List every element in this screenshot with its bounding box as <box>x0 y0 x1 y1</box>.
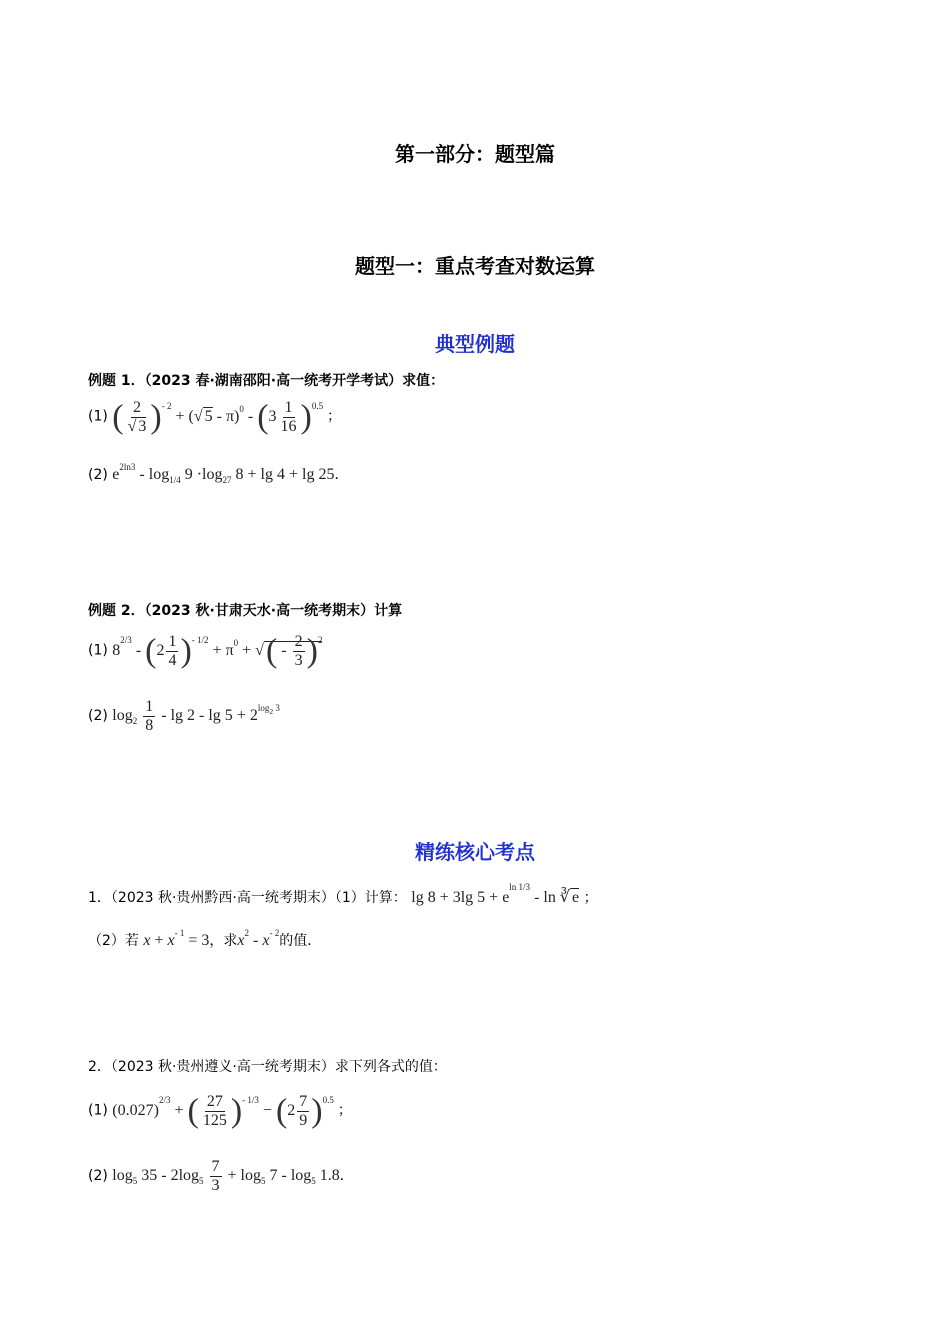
example1-part2: (2) $e^{2ln3} - \log_{1/4} 9 \cdot\log_{27}$ 8 + lg 4 + lg 25． <box>88 462 349 485</box>
practice1-part2-suffix: 的值． <box>279 933 322 949</box>
example1-part1: (1) ( $\frac{2}{√ 3}$ )$^{- 2}$ + (√ 5 - π)$^0$ - (3 $\frac{1}{16}$ )$^{0.5}$ ； <box>88 398 342 435</box>
practice1-line2: （2）若 $x + x^{- 1} = 3$，求$x^2 - x^{- 2}$的值． <box>88 928 322 949</box>
practice1-part2-prefix: （2）若 <box>88 933 139 949</box>
part-heading: 第一部分：题型篇 <box>395 142 555 166</box>
example2-part2: (2) $\log_2$ $\frac{1}{8}$ - $\lg 2 - \lg 5 + 2^{log_2 3}$ <box>88 698 280 734</box>
practice2-title: 2．（2023 秋·贵州遵义·高一统考期末）求下列各式的值： <box>88 1059 447 1075</box>
example1-title: 例题 1．（2023 春·湖南邵阳·高一统考开学考试）求值： <box>88 373 445 389</box>
part-label: (1) <box>88 1102 108 1119</box>
practice1-part2-mid: ，求 <box>209 933 238 949</box>
part-label: (2) <box>88 707 108 724</box>
part-label: (2) <box>88 467 108 483</box>
example2-title: 例题 2．（2023 秋·甘肃天水·高一统考期末）计算 <box>88 603 403 619</box>
practice-heading: 精练核心考点 <box>415 840 535 864</box>
example2-part1: (1) $8^{2/3} - (2$ $\frac{1}{4}$ )$^{- 1/2} + \pi^0$ + √( - $\frac{2}{3}$ )$^2$ <box>88 632 323 669</box>
part-label: (2) <box>88 1167 108 1184</box>
examples-heading: 典型例题 <box>435 332 515 356</box>
type-heading: 题型一：重点考查对数运算 <box>355 254 595 278</box>
practice1-title: 1．（2023 秋·贵州黔西·高一统考期末）（1）计算： <box>88 890 407 906</box>
practice2-part2: (2) $\log_5 35 - 2\log_5$ $\frac{7}{3}$ + $\log_5 7 - \log_5 1.8$． <box>88 1158 354 1194</box>
practice1-line1: 1．（2023 秋·贵州黔西·高一统考期末）（1）计算： lg 8 + 3lg $5 + e^{ln 1/3} - \ln$ ∛ e ； <box>88 882 598 906</box>
part-label: (1) <box>88 642 108 659</box>
part-label: (1) <box>88 408 108 425</box>
practice2-part1: (1) $(0.027)^{2/3}$ + ( $\frac{27}{125}$ )$^{- 1/3}$ − (2 $\frac{7}{9}$ )$^{0.5}$ ； <box>88 1092 352 1129</box>
